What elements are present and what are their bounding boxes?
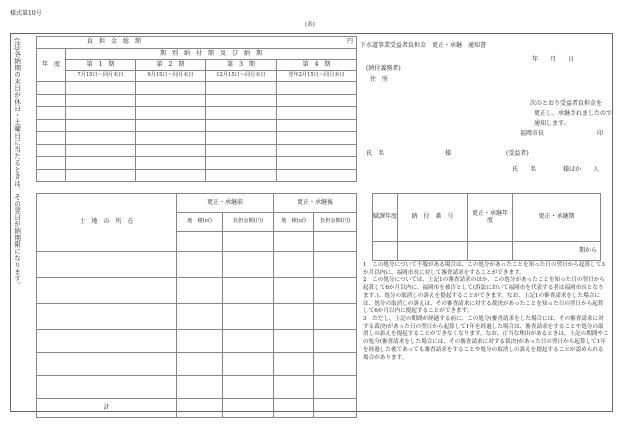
yen-unit: 円 [347, 38, 354, 45]
table-row [37, 107, 357, 120]
period-2-name: 第 2 期 [136, 60, 206, 71]
notice-body-line-2: 更正し、承継されましたので [534, 110, 613, 117]
table-row [37, 278, 357, 304]
notice-date: 年 月 日 [532, 56, 575, 63]
levy-year-header: 賦課年度 [373, 194, 398, 242]
seal-mark: 印 [597, 130, 604, 137]
table-row [37, 157, 357, 170]
note-3: 3 ただし、上記の期間が経過する前に、この処分(審査請求をした場合には、その審査請求に対する裁決)があった日の翌日から起算して1年を経過した場合は、審査請求をすることや処分の取消しの訴えを提起することができなくなります。なお、正当な理由があるときは、上記の期間やこの処分(審査請求をした場合には、その審査請求に対する裁決)があった日の翌日から起算して1年を経過した後であっても審査請求をすることや処分の取消しの訴えを提起することが認められる場合があります。 [363, 316, 609, 361]
table-row [37, 376, 357, 399]
table-row [37, 353, 357, 376]
area-before-label: 地 積(㎡) [177, 213, 223, 232]
name-label: 氏 名 [366, 150, 385, 157]
form-number: 様式第10号 [10, 10, 42, 17]
payment-number-header: 納 付 番 号 [398, 194, 468, 242]
mayor-label: 福岡市長 [520, 130, 545, 137]
name2-label: 氏 名 [512, 166, 537, 173]
table-row [37, 82, 357, 95]
before-label: 更正・承継前 [177, 194, 274, 213]
amount-before-label: 負担金額(円) [223, 213, 274, 232]
others-label: 様ほか 人 [563, 166, 600, 173]
notes-section [363, 262, 609, 362]
note-1: 1 この処分について不服がある場合は、この処分があったことを知った日の翌日から起算して3か月以内に、福岡市長に対して審査請求をすることができます。 [363, 262, 605, 276]
period-3-name: 第 3 期 [206, 60, 277, 71]
table-row [37, 304, 357, 330]
period-4-range: 翌年2月15日～同月末日 [277, 71, 357, 82]
address-label: 住 所 [370, 76, 389, 83]
change-year-header: 更正・承継年 度 [468, 194, 513, 242]
table-row [37, 330, 357, 353]
side-label: (表) [305, 22, 315, 28]
location-label: 土 地 の 所 在 [37, 194, 177, 252]
beneficiary-label: (受益者) [506, 150, 529, 157]
total-amount-label: 負 担 金 総 額 [87, 38, 142, 46]
table-row [37, 252, 357, 278]
table-row [37, 94, 357, 107]
notice-body-line-3: 通知します。 [534, 120, 570, 127]
change-period-header: 更正・承継期 [513, 194, 601, 242]
sama-label: 様 [445, 150, 452, 157]
table-row [37, 119, 357, 132]
obligor-label: (納付義務者) [366, 65, 401, 72]
area-after-label: 地 積(㎡) [274, 213, 314, 232]
after-label: 更正・承継後 [274, 194, 357, 213]
notice-title: 下水道事業受益者負担金 更正・承継 通知書 [360, 42, 487, 49]
period-1-name: 第 1 期 [66, 60, 136, 71]
total-label: 計 [37, 399, 177, 418]
table-row [37, 169, 357, 182]
period-payment-table [36, 36, 357, 182]
period-3-range: 12月15日～同月末日 [206, 71, 277, 82]
table-row [37, 144, 357, 157]
periods-header: 期 別 納 付 額 及 び 納 期 [66, 49, 357, 60]
year-label: 年 度 [37, 49, 66, 82]
period-4-name: 第 4 期 [277, 60, 357, 71]
notice-body-line-1: 次のとおり受益者負担金を [530, 100, 603, 107]
amount-after-label: 負担金額(円) [314, 213, 357, 232]
note-2: 2 この処分については、上記1の審査請求のほか、この処分があったことを知った日の翌日から起算して6か月以内に、福岡市を被告として(訴訟において福岡市を代表する者は福岡市長となります。)、処分の取消しの訴えを提起することができます。なお、上記1の審査請求をした場合には、処分の取消しの訴えは、その審査請求に対する裁決があったことを知った日の翌日から起算して6か月以内に提起することができます。 [363, 277, 605, 315]
table-row [37, 132, 357, 145]
billing-table [372, 193, 601, 261]
land-table [36, 193, 357, 418]
left-note: (注)各納期の末日が休日・土曜日に当たるときは、その翌日が納期限になります。 [13, 38, 22, 289]
period-from-label: 期から [513, 242, 601, 261]
period-1-range: 7月15日～同月末日 [66, 71, 136, 82]
period-2-range: 9月15日～同月末日 [136, 71, 206, 82]
